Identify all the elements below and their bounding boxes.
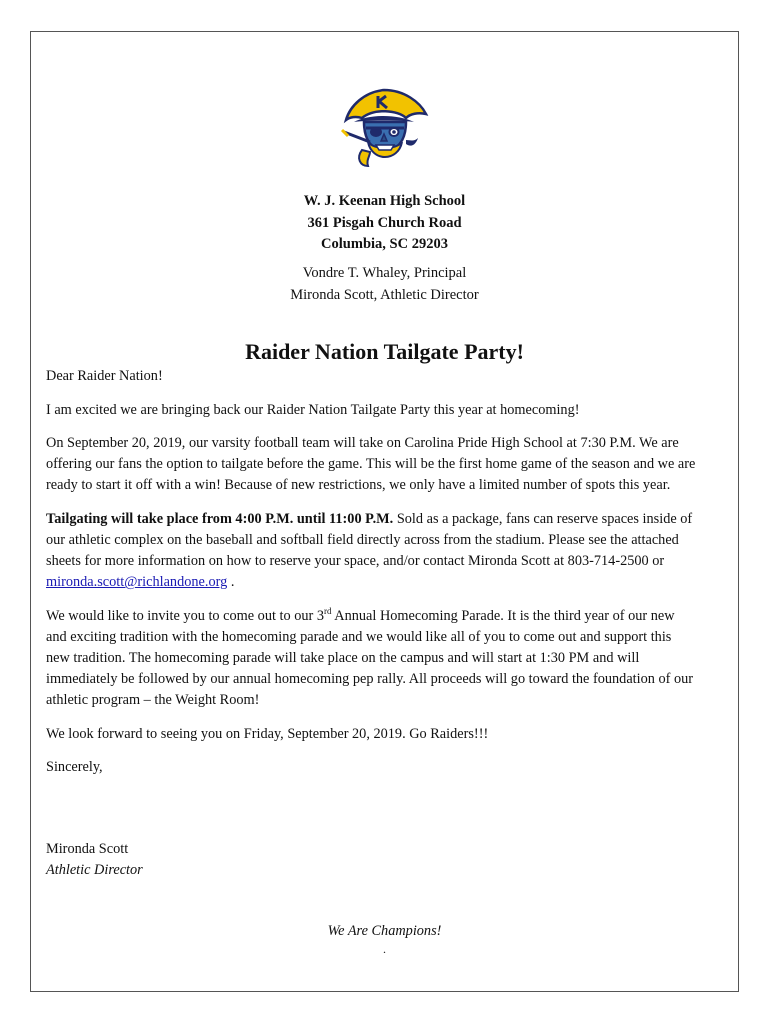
salutation: Dear Raider Nation! — [46, 368, 163, 384]
signature-title: Athletic Director — [46, 862, 143, 878]
school-name: W. J. Keenan High School — [303, 193, 466, 209]
tailgate-details-text: Sold as a package, fans can reserve spaces inside of our athletic complex on the baseball and softball field directly across from the stadium. Please see the attached sheets for more information on how to reserve your space, and/or contact Mironda Scott at 803-714-2500 or — [46, 510, 693, 570]
signature-name: Mironda Scott — [46, 841, 129, 857]
trailing-mark: . — [383, 942, 386, 956]
paragraph-game-info: On September 20, 2019, our varsity football team will take on Carolina Pride High School at 7:30 P.M. We are offering our fans the option to tailgate before the game. This will be the first home game of the season and we are ready to start it off with a win! Because of new restrictions, we only have a limited number of spots this year. — [46, 435, 696, 494]
parade-text-start: We would like to invite you to come out to our 3 — [46, 607, 324, 624]
paragraph-parade — [46, 606, 696, 711]
page-title: Raider Nation Tailgate Party! — [245, 339, 524, 364]
school-city: Columbia, SC 29203 — [321, 236, 448, 252]
paragraph-closing-remark: We look forward to seeing you on Friday, September 20, 2019. Go Raiders!!! — [46, 725, 489, 742]
ordinal-suffix: rd — [324, 606, 332, 617]
school-street: 361 Pisgah Church Road — [307, 214, 462, 231]
school-address-block — [30, 191, 739, 256]
paragraph-tailgate-details — [46, 509, 696, 593]
email-link[interactable]: mironda.scott@richlandone.org — [46, 574, 228, 591]
principal-line: Vondre T. Whaley, Principal — [302, 265, 467, 281]
tailgate-details-end: . — [227, 574, 235, 591]
motto: We Are Champions! — [327, 923, 442, 939]
pirate-raider-mascot-icon — [340, 84, 430, 170]
athletic-director-line: Mironda Scott, Athletic Director — [290, 286, 479, 303]
staff-block — [30, 263, 739, 306]
letter-body — [46, 366, 696, 791]
closing: Sincerely, — [46, 759, 103, 776]
paragraph-intro: I am excited we are bringing back our Raider Nation Tailgate Party this year at homecoming! — [46, 401, 580, 418]
tailgate-hours: Tailgating will take place from 4:00 P.M. until 11:00 P.M. — [46, 510, 394, 527]
parade-text-rest: Annual Homecoming Parade. It is the third year of our new and exciting tradition with the homecoming parade and we would like all of you to come out and support this new tradition. The homecoming parade will take place on the campus and will start at 1:30 PM and will immediately be followed by our annual homecoming pep rally. All proceeds will go toward the foundation of our athletic program – the Weight Room! — [46, 607, 694, 709]
